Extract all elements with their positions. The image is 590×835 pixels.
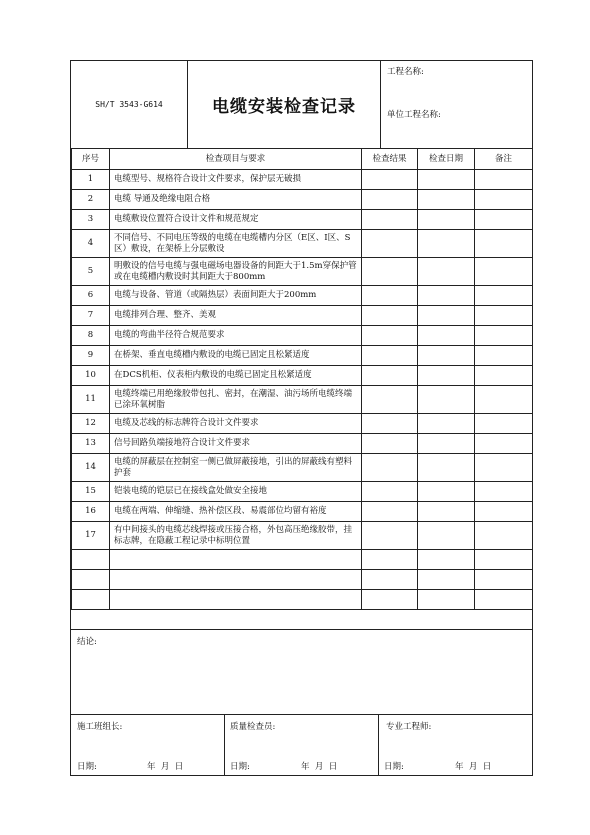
row-item: 在DCS机柜、仪表柜内敷设的电缆已固定且松紧适度 bbox=[110, 366, 362, 386]
row-number[interactable] bbox=[72, 550, 110, 570]
row-date[interactable] bbox=[418, 386, 475, 414]
row-number: 15 bbox=[72, 482, 110, 502]
row-date[interactable] bbox=[418, 286, 475, 306]
table-row bbox=[72, 326, 533, 346]
row-remark[interactable] bbox=[475, 190, 533, 210]
row-number: 2 bbox=[72, 190, 110, 210]
row-result[interactable] bbox=[362, 286, 418, 306]
table-header-row bbox=[72, 149, 533, 170]
table-row bbox=[72, 522, 533, 550]
table-row bbox=[72, 434, 533, 454]
row-item: 信号回路负端接地符合设计文件要求 bbox=[110, 434, 362, 454]
builder-date-label: 日期: bbox=[77, 762, 97, 772]
row-number: 3 bbox=[72, 210, 110, 230]
inspection-record-sheet bbox=[70, 60, 533, 776]
unit-project-name-label: 单位工程名称: bbox=[387, 110, 441, 120]
row-number: 17 bbox=[72, 522, 110, 550]
builder-date-units: 年 月 日 bbox=[147, 762, 184, 772]
blank-table-row bbox=[72, 570, 533, 590]
row-date[interactable] bbox=[418, 570, 475, 590]
table-row bbox=[72, 190, 533, 210]
builder-role-label: 施工班组长: bbox=[77, 722, 123, 732]
blank-table-row bbox=[72, 550, 533, 570]
row-item: 电缆及芯线的标志牌符合设计文件要求 bbox=[110, 414, 362, 434]
footer-section-inspector bbox=[225, 714, 378, 775]
row-remark[interactable] bbox=[475, 550, 533, 570]
row-remark[interactable] bbox=[475, 482, 533, 502]
row-date[interactable] bbox=[418, 434, 475, 454]
row-date[interactable] bbox=[418, 230, 475, 258]
row-result[interactable] bbox=[362, 230, 418, 258]
row-number: 8 bbox=[72, 326, 110, 346]
row-remark[interactable] bbox=[475, 366, 533, 386]
table-row bbox=[72, 502, 533, 522]
engineer-date-units: 年 月 日 bbox=[455, 762, 492, 772]
row-result[interactable] bbox=[362, 522, 418, 550]
table-row bbox=[72, 386, 533, 414]
row-item: 电缆与设备、管道（或隔热层）表面间距大于200mm bbox=[110, 286, 362, 306]
row-date[interactable] bbox=[418, 366, 475, 386]
row-date[interactable] bbox=[418, 170, 475, 190]
row-result[interactable] bbox=[362, 386, 418, 414]
table-row bbox=[72, 346, 533, 366]
checklist-table bbox=[71, 148, 533, 610]
row-date[interactable] bbox=[418, 590, 475, 610]
table-row bbox=[72, 366, 533, 386]
row-item: 铠装电缆的铠层已在接线盒处做安全接地 bbox=[110, 482, 362, 502]
row-remark[interactable] bbox=[475, 286, 533, 306]
table-row bbox=[72, 482, 533, 502]
conclusion-top-rule bbox=[71, 629, 532, 630]
engineer-date-label: 日期: bbox=[384, 762, 404, 772]
row-number: 16 bbox=[72, 502, 110, 522]
row-date[interactable] bbox=[418, 550, 475, 570]
row-remark[interactable] bbox=[475, 210, 533, 230]
row-item: 有中间接头的电缆芯线焊接或压接合格，外包高压绝缘胶带，挂标志牌，在隐蔽工程记录中标明位置 bbox=[110, 522, 362, 550]
row-item: 电缆排列合理、整齐、美观 bbox=[110, 306, 362, 326]
table-row bbox=[72, 286, 533, 306]
row-item: 电缆在两端、伸缩缝、热补偿区段、易震部位均留有裕度 bbox=[110, 502, 362, 522]
engineer-role-label: 专业工程师: bbox=[386, 722, 432, 732]
row-result[interactable] bbox=[362, 170, 418, 190]
col-header-date: 检查日期 bbox=[418, 149, 475, 170]
row-remark[interactable] bbox=[475, 414, 533, 434]
row-result[interactable] bbox=[362, 550, 418, 570]
row-date[interactable] bbox=[418, 414, 475, 434]
row-result[interactable] bbox=[362, 454, 418, 482]
row-remark[interactable] bbox=[475, 502, 533, 522]
table-row bbox=[72, 306, 533, 326]
row-item: 电缆型号、规格符合设计文件要求，保护层无破损 bbox=[110, 170, 362, 190]
row-result[interactable] bbox=[362, 502, 418, 522]
row-number: 9 bbox=[72, 346, 110, 366]
inspector-date-units: 年 月 日 bbox=[301, 762, 338, 772]
row-number: 1 bbox=[72, 170, 110, 190]
row-number: 11 bbox=[72, 386, 110, 414]
row-item: 电缆的屏蔽层在控制室一侧已做屏蔽接地，引出的屏蔽线有塑料护套 bbox=[110, 454, 362, 482]
row-number: 12 bbox=[72, 414, 110, 434]
col-header-item: 检查项目与要求 bbox=[110, 149, 362, 170]
row-item: 电缆敷设位置符合设计文件和规范规定 bbox=[110, 210, 362, 230]
table-row bbox=[72, 230, 533, 258]
row-number: 5 bbox=[72, 258, 110, 286]
row-date[interactable] bbox=[418, 346, 475, 366]
footer-section-engineer bbox=[379, 714, 532, 775]
row-date[interactable] bbox=[418, 502, 475, 522]
row-date[interactable] bbox=[418, 454, 475, 482]
row-result[interactable] bbox=[362, 190, 418, 210]
row-item[interactable] bbox=[110, 590, 362, 610]
row-date[interactable] bbox=[418, 190, 475, 210]
row-result[interactable] bbox=[362, 210, 418, 230]
row-number: 14 bbox=[72, 454, 110, 482]
row-item: 不同信号、不同电压等级的电缆在电缆槽内分区（E区、I区、S区）敷设，在架桥上分层敷设 bbox=[110, 230, 362, 258]
row-result[interactable] bbox=[362, 326, 418, 346]
row-remark[interactable] bbox=[475, 230, 533, 258]
project-name-label: 工程名称: bbox=[387, 67, 424, 77]
row-remark[interactable] bbox=[475, 454, 533, 482]
table-row bbox=[72, 414, 533, 434]
table-row bbox=[72, 258, 533, 286]
row-item: 电缆的弯曲半径符合规范要求 bbox=[110, 326, 362, 346]
row-number: 10 bbox=[72, 366, 110, 386]
row-remark[interactable] bbox=[475, 522, 533, 550]
row-remark[interactable] bbox=[475, 258, 533, 286]
row-date[interactable] bbox=[418, 258, 475, 286]
row-result[interactable] bbox=[362, 346, 418, 366]
row-result[interactable] bbox=[362, 258, 418, 286]
conclusion-label: 结论: bbox=[77, 637, 97, 647]
header-divider-2 bbox=[380, 61, 381, 148]
row-item: 电缆终端已用绝缘胶带包扎、密封，在潮湿、油污场所电缆终端已涂环氧树脂 bbox=[110, 386, 362, 414]
row-result[interactable] bbox=[362, 306, 418, 326]
table-row bbox=[72, 210, 533, 230]
row-remark[interactable] bbox=[475, 346, 533, 366]
col-header-result: 检查结果 bbox=[362, 149, 418, 170]
footer-section-builder bbox=[71, 714, 224, 775]
inspector-role-label: 质量检查员: bbox=[230, 722, 276, 732]
checklist-body bbox=[72, 170, 533, 610]
table-row bbox=[72, 454, 533, 482]
row-result[interactable] bbox=[362, 366, 418, 386]
row-item[interactable] bbox=[110, 550, 362, 570]
row-item[interactable] bbox=[110, 570, 362, 590]
row-result[interactable] bbox=[362, 482, 418, 502]
row-date[interactable] bbox=[418, 482, 475, 502]
row-date[interactable] bbox=[418, 522, 475, 550]
row-remark[interactable] bbox=[475, 386, 533, 414]
row-date[interactable] bbox=[418, 326, 475, 346]
row-remark[interactable] bbox=[475, 170, 533, 190]
row-number[interactable] bbox=[72, 590, 110, 610]
row-number[interactable] bbox=[72, 570, 110, 590]
row-item: 电缆 导通及绝缘电阻合格 bbox=[110, 190, 362, 210]
row-number: 7 bbox=[72, 306, 110, 326]
table-row bbox=[72, 170, 533, 190]
row-remark[interactable] bbox=[475, 590, 533, 610]
row-result[interactable] bbox=[362, 414, 418, 434]
row-result[interactable] bbox=[362, 434, 418, 454]
row-number: 13 bbox=[72, 434, 110, 454]
row-result[interactable] bbox=[362, 590, 418, 610]
row-item: 在桥架、垂直电缆槽内敷设的电缆已固定且松紧适度 bbox=[110, 346, 362, 366]
row-remark[interactable] bbox=[475, 434, 533, 454]
inspector-date-label: 日期: bbox=[230, 762, 250, 772]
page-title: 电缆安装检查记录 bbox=[212, 96, 356, 117]
col-header-no: 序号 bbox=[72, 149, 110, 170]
row-date[interactable] bbox=[418, 210, 475, 230]
row-date[interactable] bbox=[418, 306, 475, 326]
row-item: 明敷设的信号电缆与强电磁场电器设备的间距大于1.5m穿保护管或在电缆槽内敷设时其间距大于800mm bbox=[110, 258, 362, 286]
row-number: 6 bbox=[72, 286, 110, 306]
row-remark[interactable] bbox=[475, 326, 533, 346]
row-remark[interactable] bbox=[475, 570, 533, 590]
row-result[interactable] bbox=[362, 570, 418, 590]
col-header-remark: 备注 bbox=[475, 149, 533, 170]
standard-code: SH/T 3543-G614 bbox=[95, 99, 163, 109]
row-remark[interactable] bbox=[475, 306, 533, 326]
blank-table-row bbox=[72, 590, 533, 610]
row-number: 4 bbox=[72, 230, 110, 258]
